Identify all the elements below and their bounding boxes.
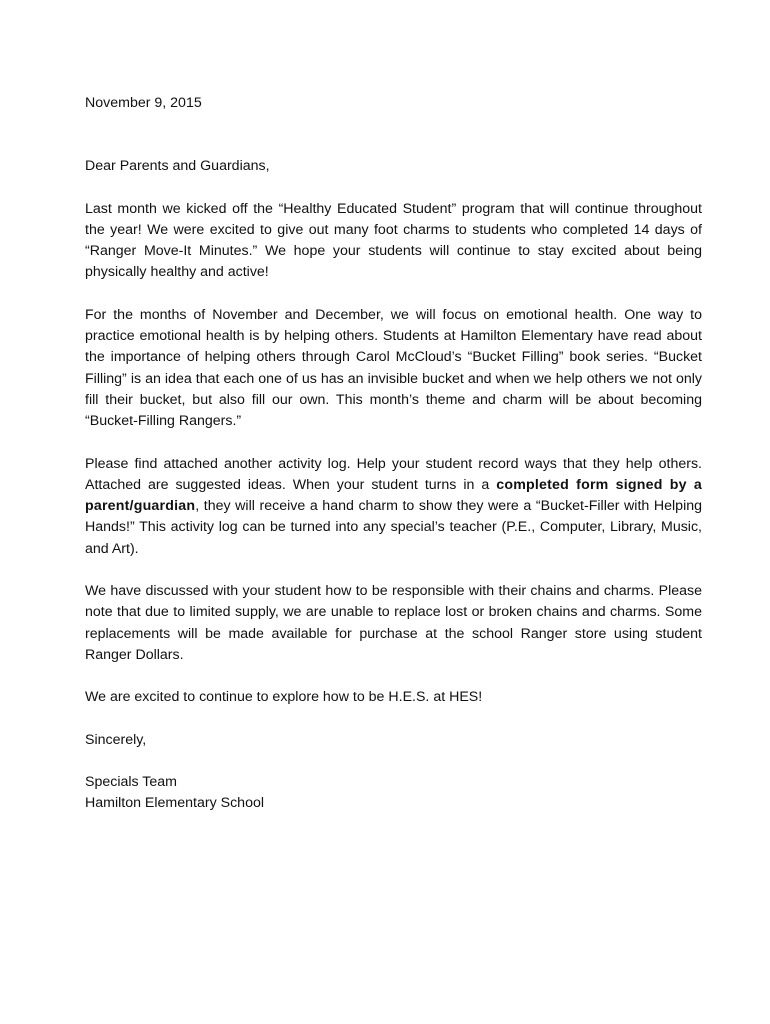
- paragraph-chains-charms: We have discussed with your student how to be responsible with their chains and charms. Please note that due to limited supply, we are unable to replace lost or broken chains and charms. Some replacements will be made available for purchase at the school Ranger store using student Ranger Dollars.: [85, 583, 702, 663]
- paragraph-emotional-health: For the months of November and December, we will focus on emotional health. One way to practice emotional health is by helping others. Students at Hamilton Elementary have read about the importance of helping others through Carol McCloud’s “Bucket Filling” book series. “Bucket Filling” is an idea that each one of us has an invisible bucket and when we help others we not only fill their bucket, but also fill our own. This month’s theme and charm will be about becoming “Bucket-Filling Rangers.”: [85, 306, 702, 430]
- signature-school: Hamilton Elementary School: [85, 795, 264, 812]
- paragraph-hes: We are excited to continue to explore how to be H.E.S. at HES!: [85, 689, 483, 706]
- closing: Sincerely,: [85, 731, 147, 748]
- activity-log-text-before: Please find attached another activity log. Help your student record ways that they help others. Attached are suggested ideas. When your student turns in a: [85, 455, 702, 493]
- activity-log-emphasis: completed form signed by a parent/guardian: [85, 476, 702, 515]
- letter-page: [85, 93, 702, 814]
- letter-date: November 9, 2015: [85, 95, 202, 111]
- signature-team: Specials Team: [85, 773, 178, 790]
- paragraph-program-intro: Last month we kicked off the “Healthy Educated Student” program that will continue throughout the year! We were excited to give out many foot charms to students who completed 14 days of “Ranger Move-It Minutes.” We hope your students will continue to stay excited about being physically healthy and active!: [85, 200, 702, 281]
- activity-log-text-after: , they will receive a hand charm to show they were a “Bucket-Filler with Helping Hands!” This activity log can be turned into any special’s teacher (P.E., Computer, Library, Music, and Art).: [85, 498, 702, 557]
- paragraph-activity-log: [85, 454, 702, 560]
- salutation: Dear Parents and Guardians,: [85, 158, 270, 175]
